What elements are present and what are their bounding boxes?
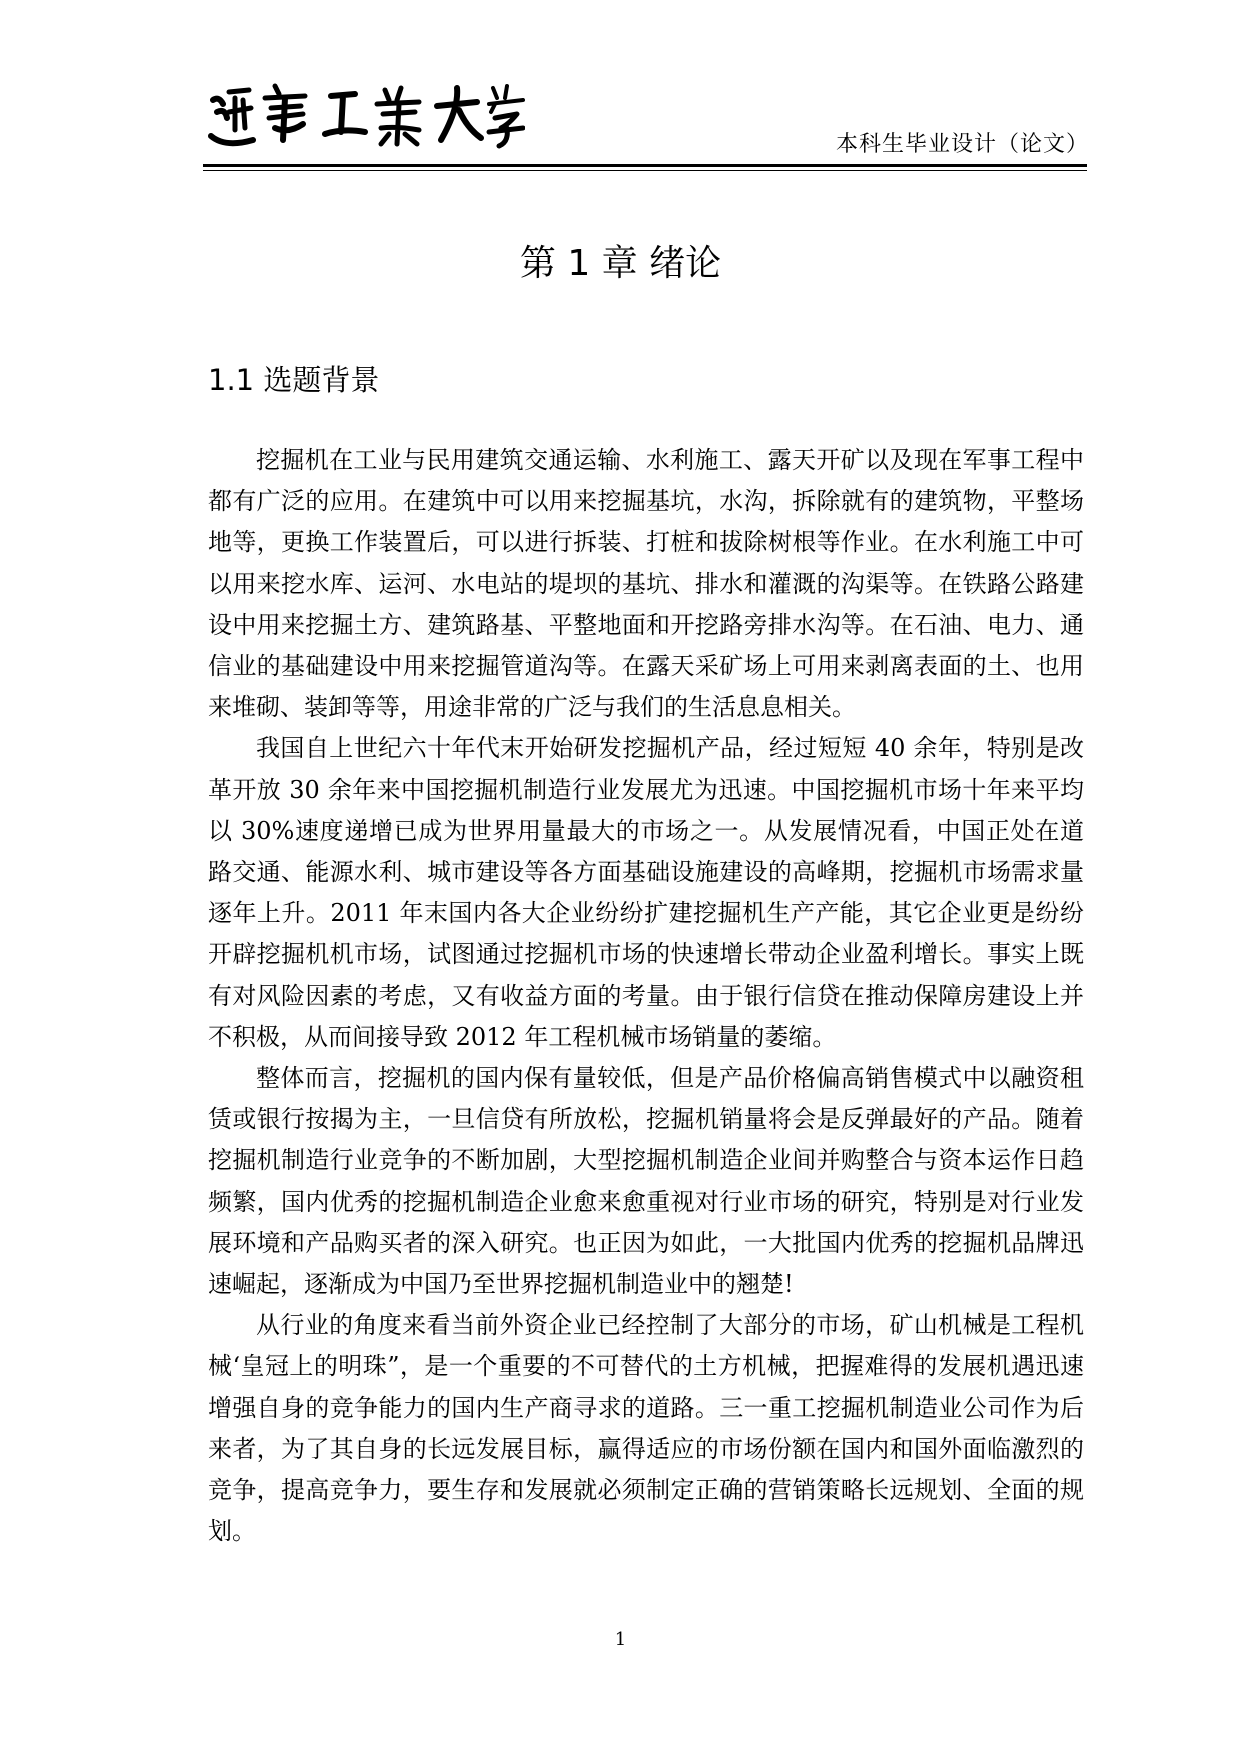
paragraph: 从行业的角度来看当前外资企业已经控制了大部分的市场，矿山机械是工程机械‘皇冠上的明珠”，是一个重要的不可替代的土方机械，把握难得的发展机遇迅速增强自身的竞争能力的国内生产商寻求的道路。三一重工挖掘机制造业公司作为后来者，为了其自身的长远发展目标，赢得适应的市场份额在国内和国外面临激烈的竞争，提高竞争力，要生存和发展就必须制定正确的营销策略长远规划、全面的规划。 xyxy=(208,1311,1084,1546)
body-text xyxy=(208,440,1084,1552)
chapter-title: 第 1 章 绪论 xyxy=(519,243,722,284)
header-document-type: 本科生毕业设计（论文） xyxy=(835,132,1089,157)
university-logo xyxy=(205,78,525,158)
paragraph: 挖掘机在工业与民用建筑交通运输、水利施工、露天开矿以及现在军事工程中都有广泛的应用。在建筑中可以用来挖掘基坑，水沟，拆除就有的建筑物，平整场地等，更换工作装置后，可以进行拆装、打桩和拔除树根等作业。在水利施工中可以用来挖水库、运河、水电站的堤坝的基坑、排水和灌溉的沟渠等。在铁路公路建设中用来挖掘土方、建筑路基、平整地面和开挖路旁排水沟等。在石油、电力、通信业的基础建设中用来挖掘管道沟等。在露天采矿场上可用来剥离表面的土、也用来堆砌、装卸等等，用途非常的广泛与我们的生活息息相关。 xyxy=(208,446,1084,722)
header-rule-thick xyxy=(203,164,1087,167)
section-title: 1.1 选题背景 xyxy=(208,363,380,397)
paragraph: 整体而言，挖掘机的国内保有量较低，但是产品价格偏高销售模式中以融资租赁或银行按揭为主，一旦信贷有所放松，挖掘机销量将会是反弹最好的产品。随着挖掘机制造行业竞争的不断加剧，大型挖掘机制造企业间并购整合与资本运作日趋频繁，国内优秀的挖掘机制造企业愈来愈重视对行业市场的研究，特别是对行业发展环境和产品购买者的深入研究。也正因为如此，一大批国内优秀的挖掘机品牌迅速崛起，逐渐成为中国乃至世界挖掘机制造业中的翘楚! xyxy=(208,1064,1084,1299)
page-number: 1 xyxy=(614,1629,627,1650)
paragraph: 我国自上世纪六十年代末开始研发挖掘机产品，经过短短 40 余年，特别是改革开放 30 余年来中国挖掘机制造行业发展尤为迅速。中国挖掘机市场十年来平均以 30%速度递增已成为世界用量最大的市场之一。从发展情况看，中国正处在道路交通、能源水利、城市建设等各方面基础设施建设的高峰期，挖掘机市场需求量逐年上升。2011 年末国内各大企业纷纷扩建挖掘机生产产能，其它企业更是纷纷开辟挖掘机机市场，试图通过挖掘机市场的快速增长带动企业盈利增长。事实上既有对风险因素的考虑，又有收益方面的考量。由于银行信贷在推动保障房建设上并不积极，从而间接导致 2012 年工程机械市场销量的萎缩。 xyxy=(208,734,1084,1051)
header-rule-thin xyxy=(203,170,1087,171)
